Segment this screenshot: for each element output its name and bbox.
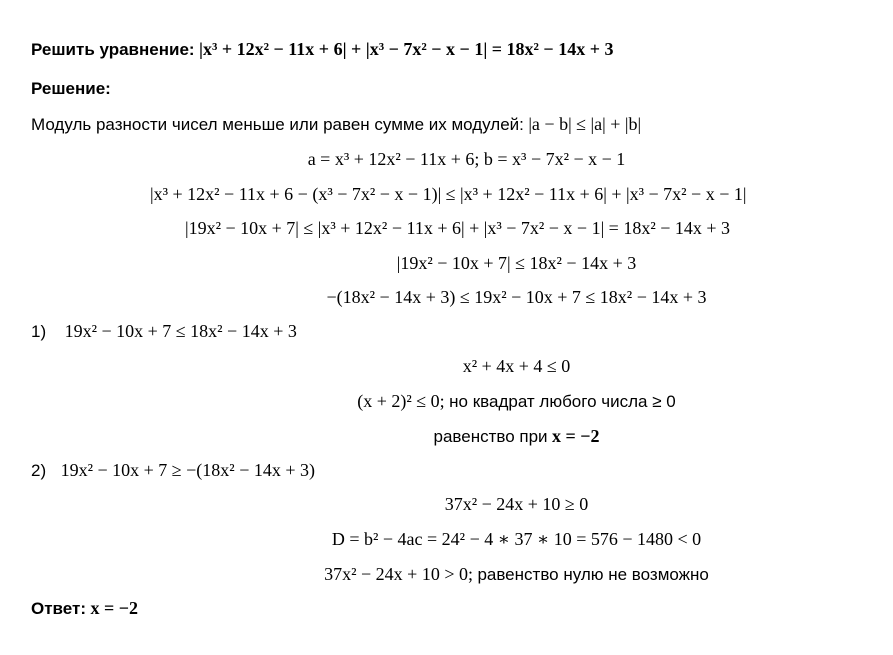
problem-label: Решить уравнение: [31, 40, 195, 59]
case-1-step-2-formula: (x + 2)² ≤ 0; [357, 391, 445, 411]
case-1-step-3-formula: x = −2 [552, 426, 600, 446]
definition-ab: a = x³ + 12x² − 11x + 6; b = x³ − 7x² − x − 1 [307, 149, 626, 169]
case-2-expression: 19x² − 10x + 7 ≥ −(18x² − 14x + 3) [60, 460, 315, 480]
case-1-expression: 19x² − 10x + 7 ≤ 18x² − 14x + 3 [64, 321, 297, 341]
answer-formula: x = −2 [90, 598, 138, 618]
case-1-step-3 [0, 427, 893, 446]
case-2-line [31, 461, 315, 480]
inequality-step-2: |19x² − 10x + 7| ≤ |x³ + 12x² − 11x + 6| + |x³ − 7x² − x − 1| = 18x² − 14x + 3 [185, 218, 731, 238]
case-2-step-3 [0, 565, 893, 584]
case-2-label: 2) [31, 461, 47, 480]
inequality-step-1: |x³ + 12x² − 11x + 6 − (x³ − 7x² − x − 1)| ≤ |x³ + 12x² − 11x + 6| + |x³ − 7x² − x − 1| [150, 184, 747, 204]
problem-statement [31, 40, 613, 59]
case-2-step-3-formula: 37x² − 24x + 10 > 0; [324, 564, 473, 584]
case-2-step-2: D = b² − 4ac = 24² − 4 ∗ 37 ∗ 10 = 576 − 1480 < 0 [331, 529, 702, 549]
case-1-step-2 [0, 392, 893, 411]
problem-equation: |x³ + 12x² − 11x + 6| + |x³ − 7x² − x − 1| = 18x² − 14x + 3 [199, 39, 614, 59]
solution-heading: Решение: [31, 79, 111, 98]
intro-formula: |a − b| ≤ |a| + |b| [528, 114, 642, 134]
inequality-step-4: −(18x² − 14x + 3) ≤ 19x² − 10x + 7 ≤ 18x² − 14x + 3 [326, 287, 707, 307]
case-1-step-1: x² + 4x + 4 ≤ 0 [462, 356, 571, 376]
case-1-line [31, 322, 297, 341]
case-1-label: 1) [31, 322, 47, 341]
case-2-step-3-text: равенство нулю не возможно [477, 565, 709, 584]
answer-line [31, 599, 138, 618]
inequality-step-3: |19x² − 10x + 7| ≤ 18x² − 14x + 3 [396, 253, 637, 273]
case-2-step-1: 37x² − 24x + 10 ≥ 0 [444, 494, 589, 514]
case-1-step-3-text: равенство при [433, 427, 548, 446]
case-1-step-2-text: но квадрат любого числа ≥ 0 [449, 392, 676, 411]
intro-text: Модуль разности чисел меньше или равен сумме их модулей: [31, 115, 524, 134]
intro-line [31, 115, 641, 134]
answer-label: Ответ: [31, 599, 86, 618]
